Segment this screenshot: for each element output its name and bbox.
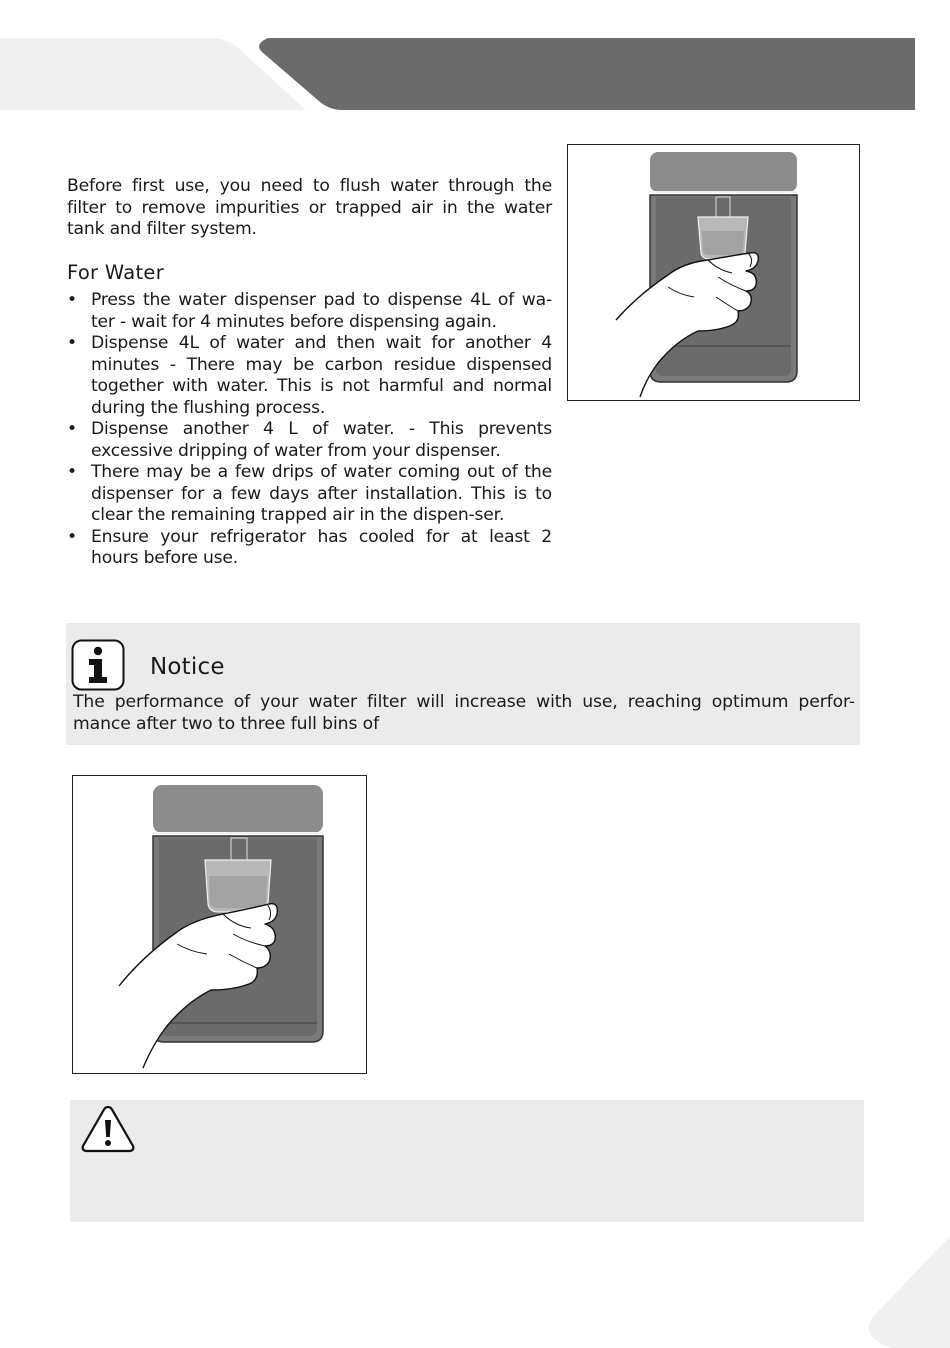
flush-steps-list — [67, 290, 552, 570]
warning-box — [70, 1100, 864, 1222]
section-heading-for-water: For Water — [67, 261, 165, 284]
list-item-text: Ensure your refrigerator has cooled for at least 2 hours before use. — [91, 526, 552, 568]
bullet-point: • — [67, 333, 77, 353]
dispenser-illustration-top — [567, 144, 860, 401]
bullet-point: • — [67, 290, 77, 310]
water-dispenser-illustration — [73, 776, 366, 1073]
list-item-text: Press the water dispenser pad to dispense 4L of wa-ter - wait for 4 minutes before dispensing again. — [91, 290, 552, 332]
dispenser-illustration-bottom — [72, 775, 367, 1074]
list-item-text: Dispense 4L of water and then wait for another 4 minutes - There may be carbon residue dispensed together with water. This is not harmful and normal during the flushing process. — [91, 333, 552, 418]
water-dispenser-illustration — [568, 145, 859, 400]
notice-text: The performance of your water filter will increase with use, reaching optimum perfor-mance after two to three full bins of — [73, 692, 855, 734]
warning-triangle-icon — [80, 1104, 136, 1154]
notice-title: Notice — [150, 654, 225, 680]
corner-page-decoration — [866, 1236, 950, 1348]
list-item-text: Dispense another 4 L of water. - This prevents excessive dripping of water from your dispenser. — [91, 419, 552, 461]
list-item — [67, 527, 552, 570]
intro-paragraph: Before first use, you need to flush water through the filter to remove impurities or trapped air in the water tank and filter system. — [67, 176, 552, 240]
list-item — [67, 419, 552, 462]
list-item — [67, 333, 552, 419]
bullet-point: • — [67, 419, 77, 439]
info-icon — [71, 639, 125, 691]
bullet-point: • — [67, 526, 77, 547]
list-item — [67, 290, 552, 333]
header-dark-bar — [0, 38, 915, 110]
list-item-text: There may be a few drips of water coming out of the dispenser for a few days after installation. This is to clear the remaining trapped air in the dispen-ser. — [91, 462, 552, 525]
bullet-point: • — [67, 462, 77, 482]
list-item — [67, 462, 552, 527]
